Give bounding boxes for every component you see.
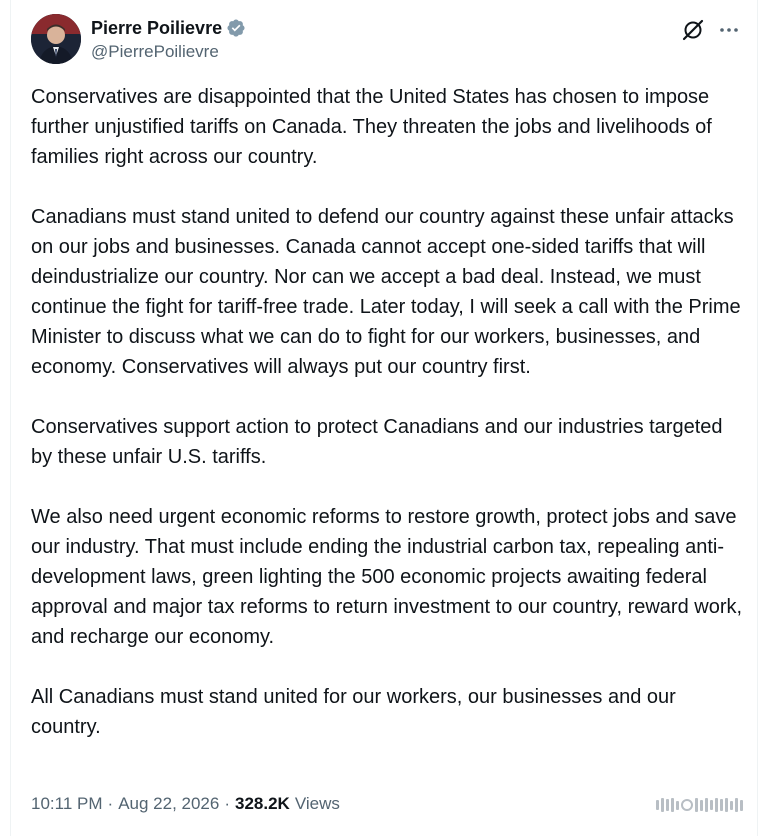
author-names <box>91 16 246 62</box>
tweet-paragraph: Conservatives support action to protect Canadians and our industries targeted by these unfair U.S. tariffs. <box>31 416 723 468</box>
tweet-paragraph: All Canadians must stand united for our workers, our businesses and our country. <box>31 686 676 738</box>
tweet-time[interactable]: 10:11 PM <box>31 794 103 813</box>
grok-icon[interactable] <box>681 18 705 42</box>
tweet-card <box>10 0 758 836</box>
tweet-text <box>31 82 747 742</box>
tweet-header <box>31 14 741 66</box>
meta-separator: · <box>107 794 114 813</box>
tweet-paragraph: Conservatives are disappointed that the United States has chosen to impose further unjustified tariffs on Canada. They threaten the jobs and livelihoods of families right across our country. <box>31 86 712 168</box>
tweet-paragraph: Canadians must stand united to defend our country against these unfair attacks on our jobs and businesses. Canada cannot accept one-sided tariffs that will deindustrialize our country. Nor can we accept a bad deal. Instead, we must continue the fight for tariff-free trade. Later today, I will seek a call with the Prime Minister to discuss what we can do to fight for our workers, businesses, and economy. Conservatives will always put our country first. <box>31 206 741 378</box>
tweet-paragraph: We also need urgent economic reforms to restore growth, protect jobs and save our industry. That must include ending the industrial carbon tax, repealing anti-development laws, green lighting the 500 economic projects awaiting federal approval and major tax reforms to return investment to our country, reward work, and recharge our economy. <box>31 506 743 648</box>
views-count[interactable]: 328.2K <box>235 794 290 813</box>
header-actions <box>681 18 741 42</box>
display-name-row <box>91 16 246 40</box>
views-label: Views <box>294 794 340 813</box>
display-name[interactable]: Pierre Poilievre <box>91 17 223 38</box>
profile-photo-icon <box>31 14 81 64</box>
tweet-meta <box>31 794 340 814</box>
more-options-icon[interactable] <box>717 18 741 42</box>
meta-separator: · <box>224 794 231 813</box>
verified-badge-icon[interactable] <box>226 18 246 38</box>
tweet-date[interactable]: Aug 22, 2026 <box>118 794 220 813</box>
author-handle[interactable]: @PierrePoilievre <box>91 42 219 61</box>
watermark-icon <box>656 798 743 812</box>
avatar[interactable] <box>31 14 81 64</box>
